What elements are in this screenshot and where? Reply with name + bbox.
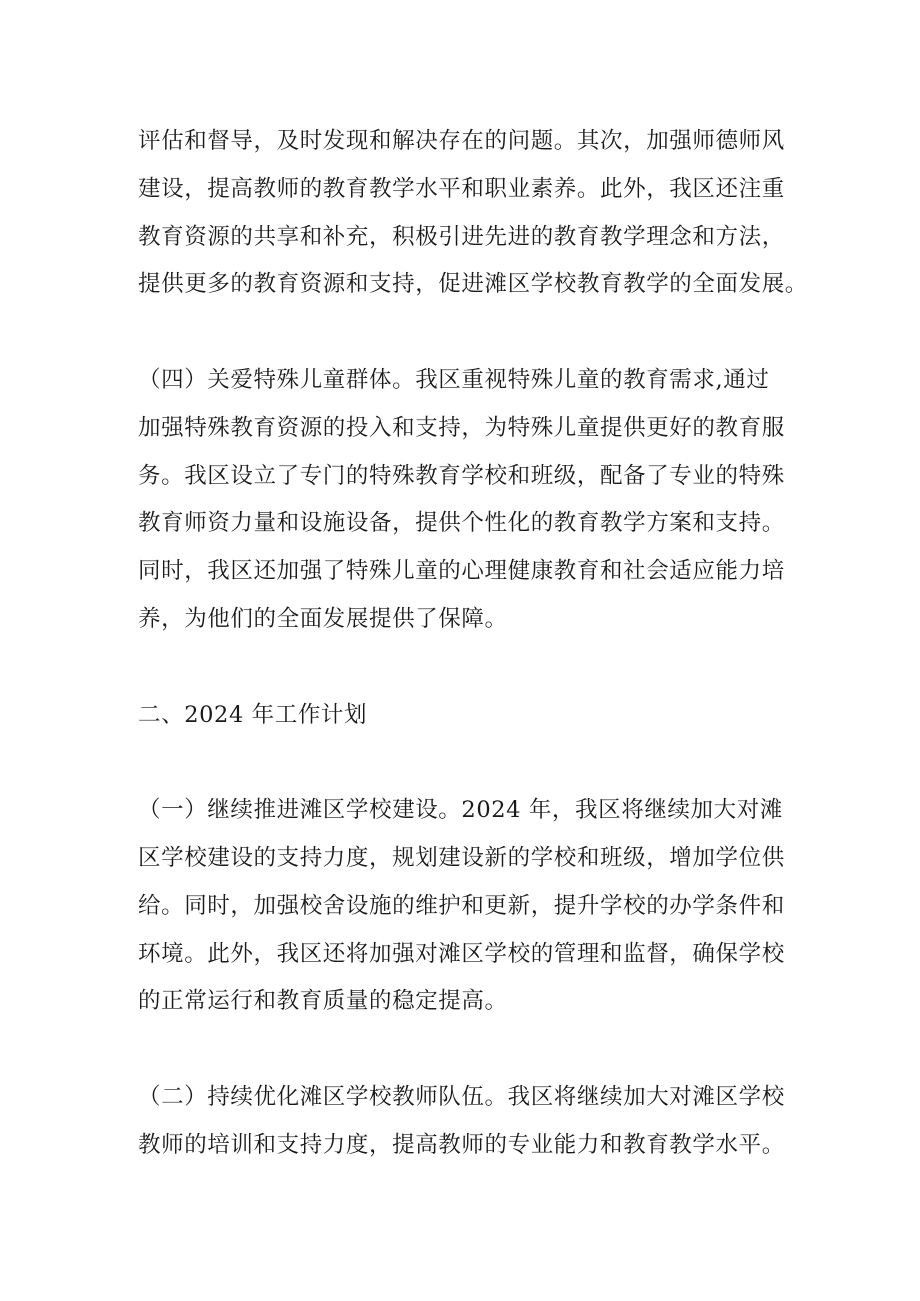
- text-line: （二）持续优化滩区学校教师队伍。我区将继续加大对滩区学校: [138, 1083, 785, 1110]
- text-line: 教育师资力量和设施设备，提供个性化的教育教学方案和支持。: [138, 510, 785, 537]
- text-line: 区学校建设的支持力度，规划建设新的学校和班级，增加学位供: [138, 844, 785, 871]
- section-heading-text: 二、2024 年工作计划: [138, 701, 368, 728]
- text-line: 加强特殊教育资源的投入和支持，为特殊儿童提供更好的教育服: [138, 414, 785, 441]
- paragraph-spacer: [138, 309, 818, 357]
- text-line: 养，为他们的全面发展提供了保障。: [138, 605, 508, 632]
- text-line: 评估和督导，及时发现和解决存在的问题。其次，加强师德师风: [138, 128, 785, 154]
- text-line: 提供更多的教育资源和支持，促进滩区学校教育教学的全面发展。: [138, 271, 808, 298]
- paragraph-spacer: [138, 1026, 818, 1074]
- text-line: （一）继续推进滩区学校建设。2024 年，我区将继续加大对滩: [138, 797, 783, 824]
- paragraph-school-construction: [138, 787, 818, 1026]
- text-line: 教师的培训和支持力度，提高教师的专业能力和教育教学水平。: [138, 1131, 785, 1158]
- text-line: 的正常运行和教育质量的稳定提高。: [138, 988, 508, 1015]
- text-line: （四）关爱特殊儿童群体。我区重视特殊儿童的教育需求,通过: [138, 366, 770, 393]
- text-line: 同时，我区还加强了特殊儿童的心理健康教育和社会适应能力培: [138, 558, 785, 585]
- text-line: 给。同时，加强校舍设施的维护和更新，提升学校的办学条件和: [138, 892, 785, 919]
- paragraph-spacer: [138, 739, 818, 787]
- text-line: 务。我区设立了专门的特殊教育学校和班级，配备了专业的特殊: [138, 462, 785, 489]
- text-line: 建设，提高教师的教育教学水平和职业素养。此外，我区还注重: [138, 175, 785, 202]
- paragraph-spacer: [138, 644, 818, 692]
- section-heading: [138, 692, 818, 740]
- paragraph-evaluation-supervision: [138, 118, 818, 309]
- paragraph-teacher-team: [138, 1074, 818, 1170]
- text-line: 环境。此外，我区还将加强对滩区学校的管理和监督，确保学校: [138, 940, 785, 967]
- document-body: [138, 118, 818, 1170]
- paragraph-special-children: [138, 357, 818, 644]
- text-line: 教育资源的共享和补充，积极引进先进的教育教学理念和方法，: [138, 223, 785, 250]
